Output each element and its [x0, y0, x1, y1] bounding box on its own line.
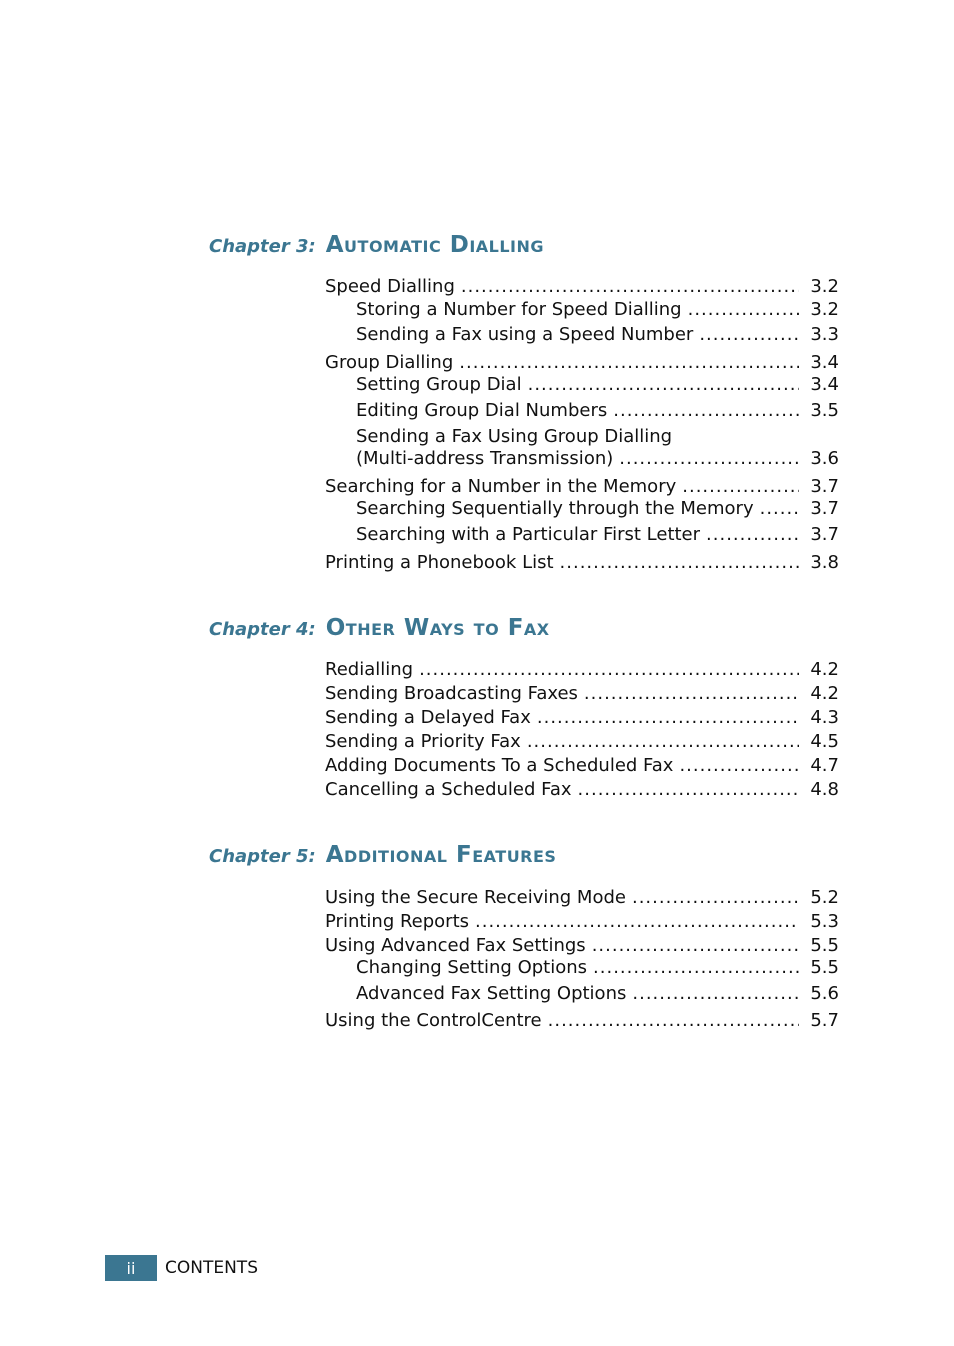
toc-entry-text: Sending a Fax using a Speed Number — [356, 324, 694, 345]
toc-entry-text: Searching with a Particular First Letter — [356, 524, 701, 545]
toc-entry-setting-group-dial[interactable] — [356, 374, 839, 396]
toc-entry-printing-reports[interactable] — [325, 911, 839, 933]
toc-entry-text: Speed Dialling — [325, 276, 455, 297]
toc-page-number: 4.2 — [810, 659, 839, 680]
chapter-heading — [209, 615, 550, 641]
leader-dots — [593, 957, 799, 979]
toc-entry-text: Cancelling a Scheduled Fax — [325, 779, 572, 800]
toc-page-number: 4.8 — [810, 779, 839, 800]
folio-badge: ii — [105, 1255, 157, 1281]
toc-entry-text: Using the ControlCentre — [325, 1010, 542, 1031]
leader-dots — [527, 731, 799, 753]
toc-page-number: 4.3 — [810, 707, 839, 728]
toc-entry-advanced-fax-settings[interactable] — [325, 935, 839, 957]
leader-dots — [584, 683, 799, 705]
toc-page-number: 5.5 — [810, 935, 839, 956]
toc-page-number: 3.7 — [810, 498, 839, 519]
leader-dots — [475, 911, 799, 933]
toc-page-number: 5.2 — [810, 887, 839, 908]
leader-dots — [560, 552, 799, 574]
toc-page-number: 5.7 — [810, 1010, 839, 1031]
toc-entry-adding-documents[interactable] — [325, 755, 839, 777]
toc-entry-group-dialling[interactable] — [325, 352, 839, 374]
leader-dots — [688, 299, 799, 321]
toc-entry-redialling[interactable] — [325, 659, 839, 681]
chapter-title: Automatic Dialling — [325, 232, 545, 258]
toc-entry-text: Printing a Phonebook List — [325, 552, 554, 573]
leader-dots — [760, 498, 799, 520]
toc-entry-advanced-fax-setting-options[interactable] — [356, 983, 839, 1005]
toc-entry-printing-phonebook[interactable] — [325, 552, 839, 574]
toc-entry-text: Advanced Fax Setting Options — [356, 983, 627, 1004]
chapter-label: Chapter 4: — [209, 619, 316, 640]
footer-section-label: CONTENTS — [165, 1258, 258, 1278]
leader-dots — [632, 983, 799, 1005]
toc-entry-text: Redialling — [325, 659, 414, 680]
leader-dots — [461, 276, 799, 298]
toc-entry-text: Group Dialling — [325, 352, 454, 373]
toc-entry-text: Sending a Delayed Fax — [325, 707, 531, 728]
toc-page-number: 3.7 — [810, 476, 839, 497]
toc-page-number: 3.2 — [810, 299, 839, 320]
toc-entry-text: Printing Reports — [325, 911, 470, 932]
toc-entry-text: Adding Documents To a Scheduled Fax — [325, 755, 674, 776]
chapter-heading — [209, 842, 556, 868]
toc-page-number: 4.2 — [810, 683, 839, 704]
toc-page-number: 3.3 — [810, 324, 839, 345]
toc-entry-text: Searching Sequentially through the Memory — [356, 498, 754, 519]
chapter-label: Chapter 3: — [209, 236, 316, 257]
toc-entry-text: Sending a Priority Fax — [325, 731, 521, 752]
toc-page-number: 3.6 — [810, 448, 839, 469]
toc-entry-searching-first-letter[interactable] — [356, 524, 839, 546]
chapter-label: Chapter 5: — [209, 846, 316, 867]
toc-entry-editing-group-dial[interactable] — [356, 400, 839, 422]
leader-dots — [619, 448, 799, 470]
toc-page-number: 5.6 — [810, 983, 839, 1004]
toc-page-number: 4.7 — [810, 755, 839, 776]
leader-dots — [537, 707, 799, 729]
page-footer — [105, 1255, 258, 1281]
toc-entry-secure-receiving[interactable] — [325, 887, 839, 909]
toc-entry-text: Storing a Number for Speed Dialling — [356, 299, 682, 320]
chapter-title: Other Ways to Fax — [325, 615, 550, 641]
leader-dots — [548, 1010, 799, 1032]
chapter-title: Additional Features — [325, 842, 557, 868]
toc-page-number: 3.2 — [810, 276, 839, 297]
toc-entry-text: Using Advanced Fax Settings — [325, 935, 586, 956]
leader-dots — [459, 352, 799, 374]
toc-entry-controlcentre[interactable] — [325, 1010, 839, 1032]
toc-page-number: 3.8 — [810, 552, 839, 573]
toc-entry-sending-speed-number[interactable] — [356, 324, 839, 346]
leader-dots — [706, 524, 799, 546]
leader-dots — [682, 476, 799, 498]
leader-dots — [528, 374, 799, 396]
toc-entry-priority-fax[interactable] — [325, 731, 839, 753]
toc-page-number: 3.4 — [810, 374, 839, 395]
toc-entry-delayed-fax[interactable] — [325, 707, 839, 729]
toc-entry-text: (Multi-address Transmission) — [356, 448, 614, 469]
toc-page-number: 3.7 — [810, 524, 839, 545]
toc-entry-text: Sending Broadcasting Faxes — [325, 683, 578, 704]
leader-dots — [632, 887, 799, 909]
leader-dots — [592, 935, 799, 957]
leader-dots — [578, 779, 799, 801]
toc-entry-text: Using the Secure Receiving Mode — [325, 887, 626, 908]
toc-entry-multi-address[interactable] — [356, 448, 839, 470]
toc-page-number: 4.5 — [810, 731, 839, 752]
leader-dots — [679, 755, 799, 777]
toc-page-number: 5.5 — [810, 957, 839, 978]
leader-dots — [419, 659, 799, 681]
toc-entry-storing-number[interactable] — [356, 299, 839, 321]
toc-entry-speed-dialling[interactable] — [325, 276, 839, 298]
leader-dots — [699, 324, 799, 346]
toc-entry-broadcasting[interactable] — [325, 683, 839, 705]
toc-page-number: 5.3 — [810, 911, 839, 932]
toc-entry-searching-memory[interactable] — [325, 476, 839, 498]
toc-entry-cancelling-scheduled[interactable] — [325, 779, 839, 801]
toc-page-number: 3.5 — [810, 400, 839, 421]
toc-entry-text: Changing Setting Options — [356, 957, 588, 978]
toc-entry-text-line1[interactable]: Sending a Fax Using Group Dialling — [356, 426, 673, 447]
leader-dots — [613, 400, 799, 422]
chapter-heading — [209, 232, 544, 258]
toc-page-number: 3.4 — [810, 352, 839, 373]
toc-entry-text: Setting Group Dial — [356, 374, 522, 395]
toc-entry-searching-sequentially[interactable] — [356, 498, 839, 520]
toc-entry-text: Searching for a Number in the Memory — [325, 476, 677, 497]
toc-entry-text: Editing Group Dial Numbers — [356, 400, 608, 421]
toc-entry-changing-setting-options[interactable] — [356, 957, 839, 979]
